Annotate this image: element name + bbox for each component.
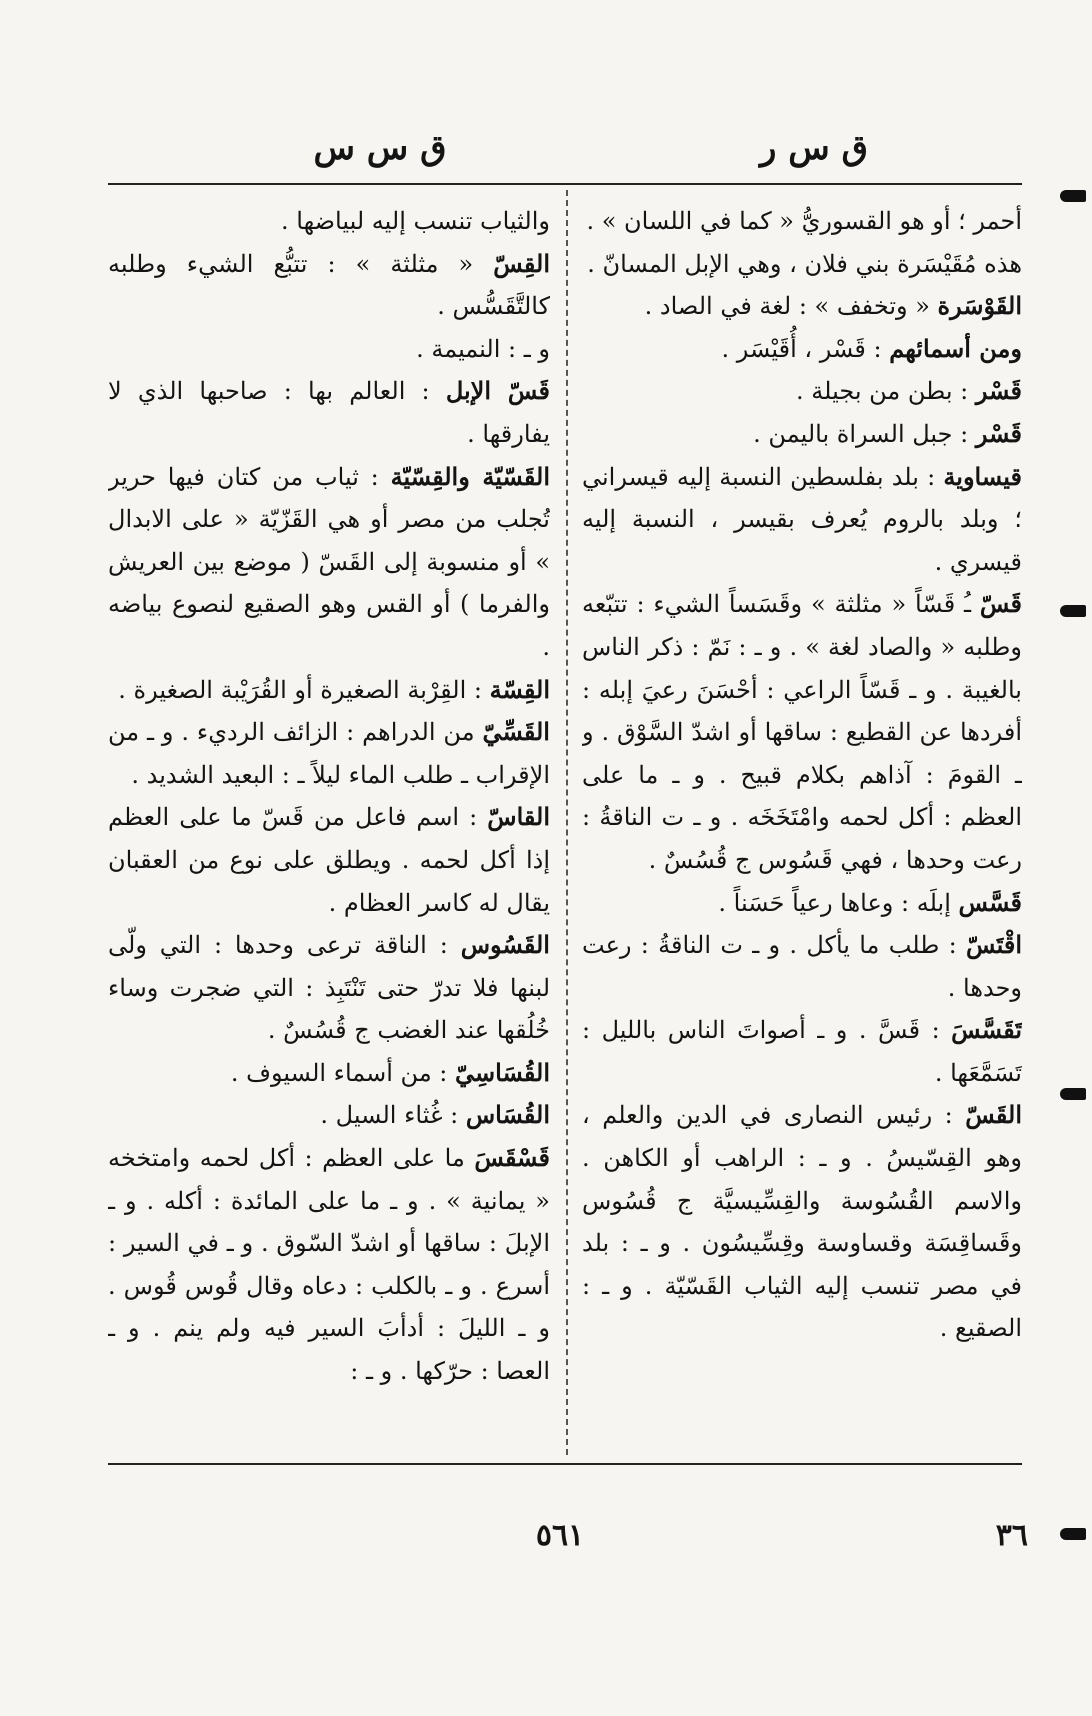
entry-definition: : الناقة ترعى وحدها : التي ولّى لبنها فلا تدرّ حتى تَنْتَبِذ : التي ضجرت وساء خُلُقها عند الغضب ج قُسُسٌ . [108,931,550,1045]
entry-headword: القُسَاس [465,1100,550,1130]
scan-edge-mark [1060,190,1086,202]
entry-headword: القَسّيّة والقِسّيّة [390,461,550,491]
entry-headword: ومن أسمائهم [889,333,1022,363]
entry-definition: « مثلثة » : تتبُّع الشيء وطلبه كالتَّقَسُّس . [108,249,550,321]
entry-definition: : بطن من بجيلة . [796,377,969,406]
scan-edge-mark [1060,605,1086,617]
dictionary-entry [108,924,550,1052]
entry-definition: و ـ : النميمة . [416,334,550,363]
dictionary-entry [582,924,1022,1009]
entry-definition: أحمر ؛ أو هو القسوريُّ « كما في اللسان » . [586,207,1022,235]
left-column-root-header: ق س س [313,128,447,168]
entry-headword: القِسّ [493,248,550,278]
right-column [582,200,1022,1450]
dictionary-entry [108,370,550,455]
entry-definition: : جبل السراة باليمن . [753,419,969,448]
entry-definition: والثياب تنسب إليه لبياضها . [281,207,550,235]
entry-headword: قيساوية [943,461,1022,491]
entry-definition: : بلد بفلسطين النسبة إليه قيسراني ؛ وبلد بالروم يُعرف بقيسر ، النسبة إليه قيسري . [582,462,1022,576]
entry-headword: قَسّ [979,589,1022,619]
entry-definition: هذه مُقَيْسَرة بني فلان ، وهي الإبل المسانّ . [587,249,1022,278]
entry-headword: القاسّ [487,802,550,832]
dictionary-entry [582,370,1022,413]
entry-headword: القُسَاسِيّ [455,1057,550,1087]
entry-headword: القَسِّيّ [482,717,550,747]
left-column [108,200,550,1450]
dictionary-entry [108,243,550,328]
entry-definition: : قَسْر ، أُقَيْسَر . [721,334,882,363]
column-divider [566,190,568,1455]
entry-definition: : طلب ما يأكل . و ـ ت الناقةُ : رعت وحدها . [582,931,1022,1002]
dictionary-entry [108,1137,550,1393]
entry-definition: إبلَه : وعاها رعياً حَسَناً . [718,888,951,917]
dictionary-entry [582,1094,1022,1350]
entry-headword: قَسْر [975,418,1022,448]
dictionary-entry [108,1052,550,1095]
dictionary-entry [108,328,550,371]
entry-definition: : ثياب من كتان فيها حرير تُجلب من مصر أو هي القَزّيّة « على الابدال » أو منسوبة إلى القَسّ ( موضع بين العريش والفرما ) أو القس وهو الصقيع لنصوع بياضه . [108,462,550,661]
entry-headword: قَسّ الإبل [445,376,550,406]
dictionary-entry [582,328,1022,371]
dictionary-entry [582,456,1022,584]
bottom-rule [108,1463,1022,1465]
dictionary-entry [582,882,1022,925]
entry-definition: : قَسَّ . و ـ أصواتَ الناس بالليل : تَسَمَّعَها . [582,1016,1022,1087]
entry-headword: تَقَسَّسَ [951,1015,1022,1045]
dictionary-entry [582,1009,1022,1094]
entry-headword: القِسّة [489,674,550,704]
right-column-root-header: ق س ر [760,128,868,168]
entry-headword: اقْتَسّ [966,930,1022,960]
entry-definition: : اسم فاعل من قَسّ ما على العظم إذا أكل لحمه . ويطلق على نوع من العقبان يقال له كاسر العظام . [108,803,550,917]
scan-edge-mark [1060,1528,1086,1540]
dictionary-entry [108,669,550,712]
dictionary-entry [108,711,550,796]
entry-definition: : غُثاء السيل . [320,1101,459,1130]
entry-definition: : القِرْبة الصغيرة أو القُرَيْبة الصغيرة . [118,675,482,704]
entry-headword: قَسْقَسَ [474,1143,550,1173]
entry-definition: ـُ قَسّاً « مثلثة » وقَسَساً الشيء : تتبّعه وطلبه « والصاد لغة » . و ـ : نَمّ : ذكر الناس بالغيبة . و ـ قَسّاً الراعي : أحْسَنَ رعيَ إبله : أفردها عن القطيع : ساقها أو اشدّ السَّوْق . و ـ القومَ : آذاهم بكلام قبيح . و ـ ما على العظم : أكل لحمه وامْتَخَخَه . و ـ ت الناقةُ : رعت وحدها ، فهي قَسُوس ج قُسُسٌ . [582,590,1022,874]
dictionary-entry [582,583,1022,881]
dictionary-entry [582,200,1022,243]
entry-definition: « وتخفف » : لغة في الصاد . [644,292,930,321]
dictionary-entry [108,796,550,924]
entry-headword: القَسّ [965,1100,1022,1130]
entry-definition: من الدراهم : الزائف الرديء . و ـ من الإقراب ـ طلب الماء ليلاً ـ : البعيد الشديد . [108,718,550,789]
dictionary-entry [108,456,550,669]
entry-headword: قَسْر [975,376,1022,406]
entry-headword: قَسَّس [958,887,1022,917]
right-page-number: ٣٦ [995,1518,1028,1553]
dictionary-entry [582,285,1022,328]
top-rule [108,183,1022,185]
entry-headword: القَوْسَرة [937,291,1022,321]
dictionary-entry [582,243,1022,286]
scan-edge-mark [1060,1088,1086,1100]
dictionary-entry [108,200,550,243]
dictionary-entry [582,413,1022,456]
entry-definition: ما على العظم : أكل لحمه وامتخخه « يمانية » . و ـ ما على المائدة : أكله . و ـ الإبلَ : ساقها أو اشدّ السّوق . و ـ في السير : أسرع . و ـ بالكلب : دعاه وقال قُوس قُوس . و ـ الليلَ : أدأبَ السير فيه ولم ينم . و ـ العصا : حرّكها . و ـ : [108,1144,550,1386]
left-page-number: ٥٦١ [535,1518,585,1553]
entry-definition: : العالم بها : صاحبها الذي لا يفارقها . [108,377,550,448]
entry-definition: : من أسماء السيوف . [230,1058,448,1087]
entry-headword: القَسُوس [460,930,550,960]
dictionary-entry [108,1094,550,1137]
entry-definition: : رئيس النصارى في الدين والعلم ، وهو القِسّيسُ . و ـ : الراهب أو الكاهن . والاسم القُسُوسة والقِسِّيسيَّة ج قُسُوس وقَساقِسَة وقساوسة وقِسِّيسُون . و ـ : بلد في مصر تنسب إليه الثياب القَسّيّة . و ـ : الصقيع . [582,1101,1022,1343]
